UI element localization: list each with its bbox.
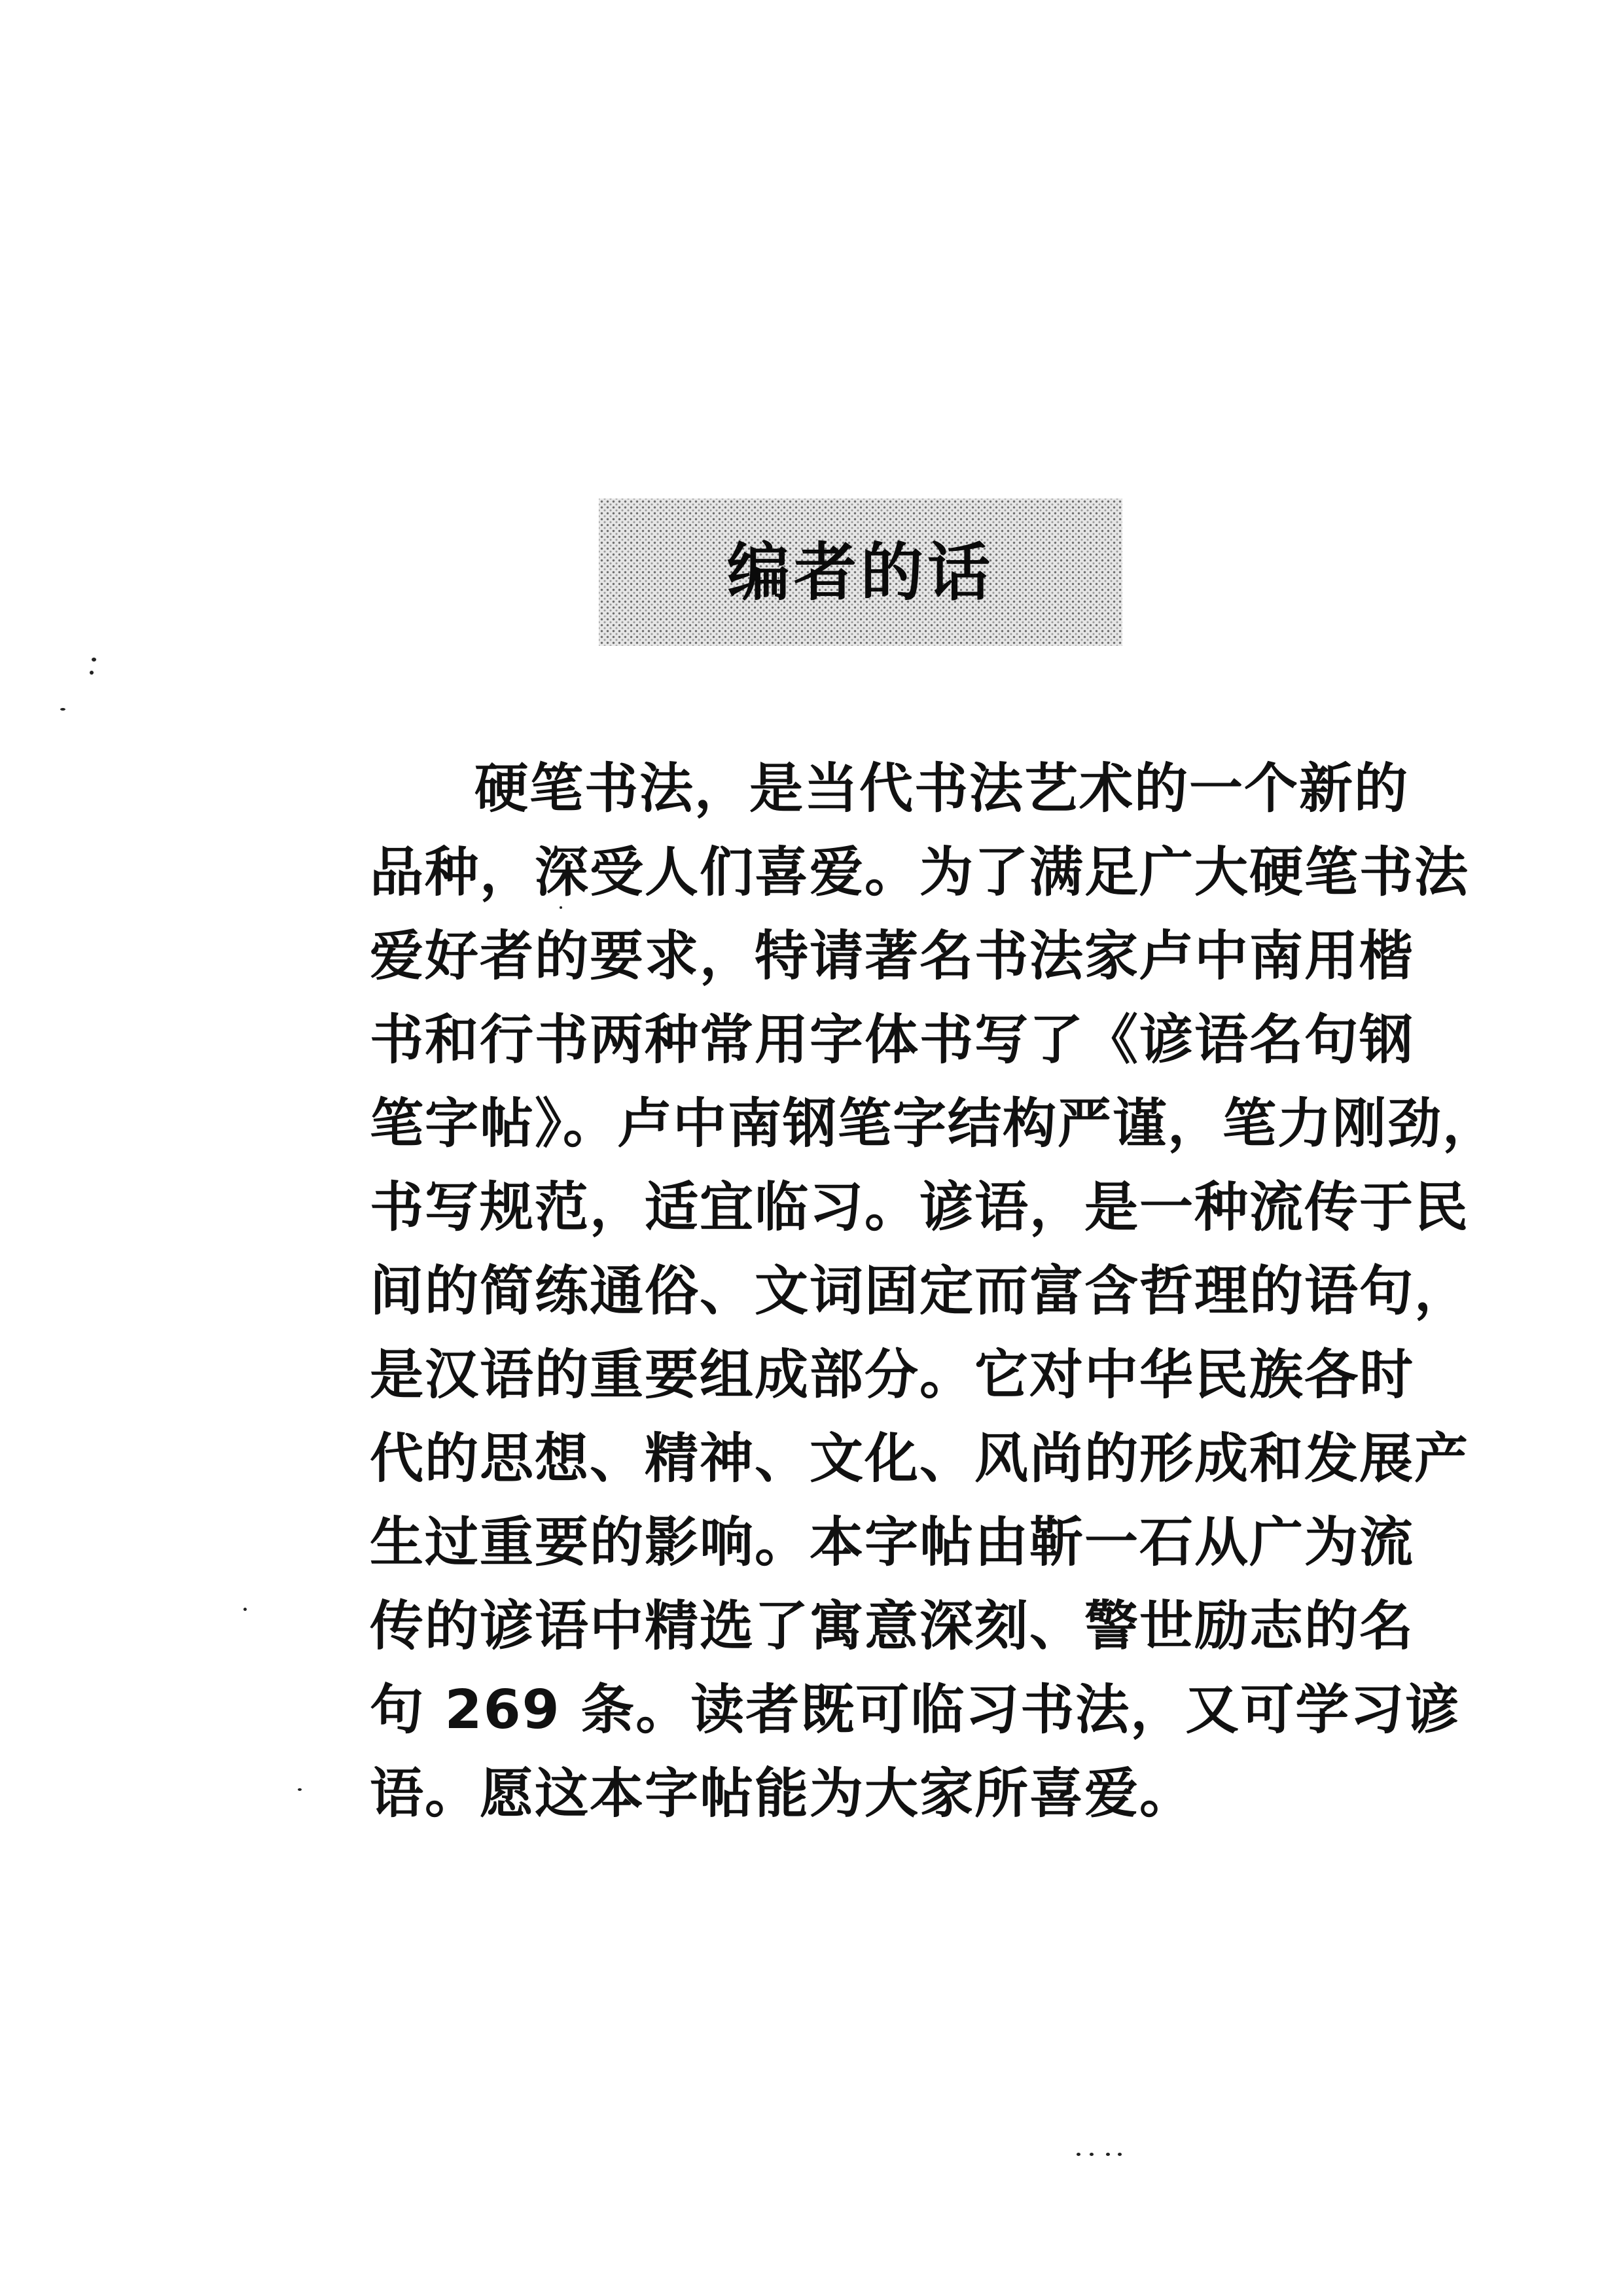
paragraph-line: 笔字帖》。卢中南钢笔字结构严谨，笔力刚劲，	[370, 1093, 1498, 1155]
paragraph-line: 间的简练通俗、文词固定而富含哲理的语句，	[370, 1260, 1470, 1322]
scan-speck	[90, 671, 94, 675]
scan-speck	[92, 658, 96, 662]
scan-speck	[1106, 2153, 1110, 2156]
paragraph-line: 品种，深受人们喜爱。为了满足广大硬笔书法	[370, 841, 1470, 904]
scan-speck	[1090, 2153, 1094, 2156]
paragraph-line: 爱好者的要求，特请著名书法家卢中南用楷	[370, 925, 1415, 987]
paragraph-line: 语。愿这本字帖能为大家所喜爱。	[370, 1763, 1195, 1825]
paragraph-line: 书写规范，适宜临习。谚语，是一种流传于民	[370, 1176, 1470, 1239]
title-banner	[599, 499, 1122, 646]
page-title: 编者的话	[727, 535, 994, 609]
scan-speck	[560, 906, 562, 909]
paragraph-line: 硬笔书法，是当代书法艺术的一个新的	[474, 758, 1410, 820]
paragraph-line: 代的思想、精神、文化、风尚的形成和发展产	[370, 1428, 1470, 1490]
scan-speck	[1118, 2153, 1122, 2156]
scan-speck	[298, 1788, 302, 1791]
paragraph-line: 传的谚语中精选了寓意深刻、警世励志的名	[370, 1595, 1415, 1657]
scan-speck	[60, 708, 65, 711]
scan-speck	[243, 1608, 247, 1611]
paragraph-line: 句 269 条。读者既可临习书法，又可学习谚	[370, 1679, 1461, 1741]
paragraph-line: 是汉语的重要组成部分。它对中华民族各时	[370, 1344, 1415, 1406]
paragraph-line: 书和行书两种常用字体书写了《谚语名句钢	[370, 1009, 1415, 1071]
scan-speck	[1077, 2153, 1080, 2156]
paragraph-line: 生过重要的影响。本字帖由靳一石从广为流	[370, 1511, 1415, 1574]
preface-paragraph	[370, 747, 1498, 1836]
